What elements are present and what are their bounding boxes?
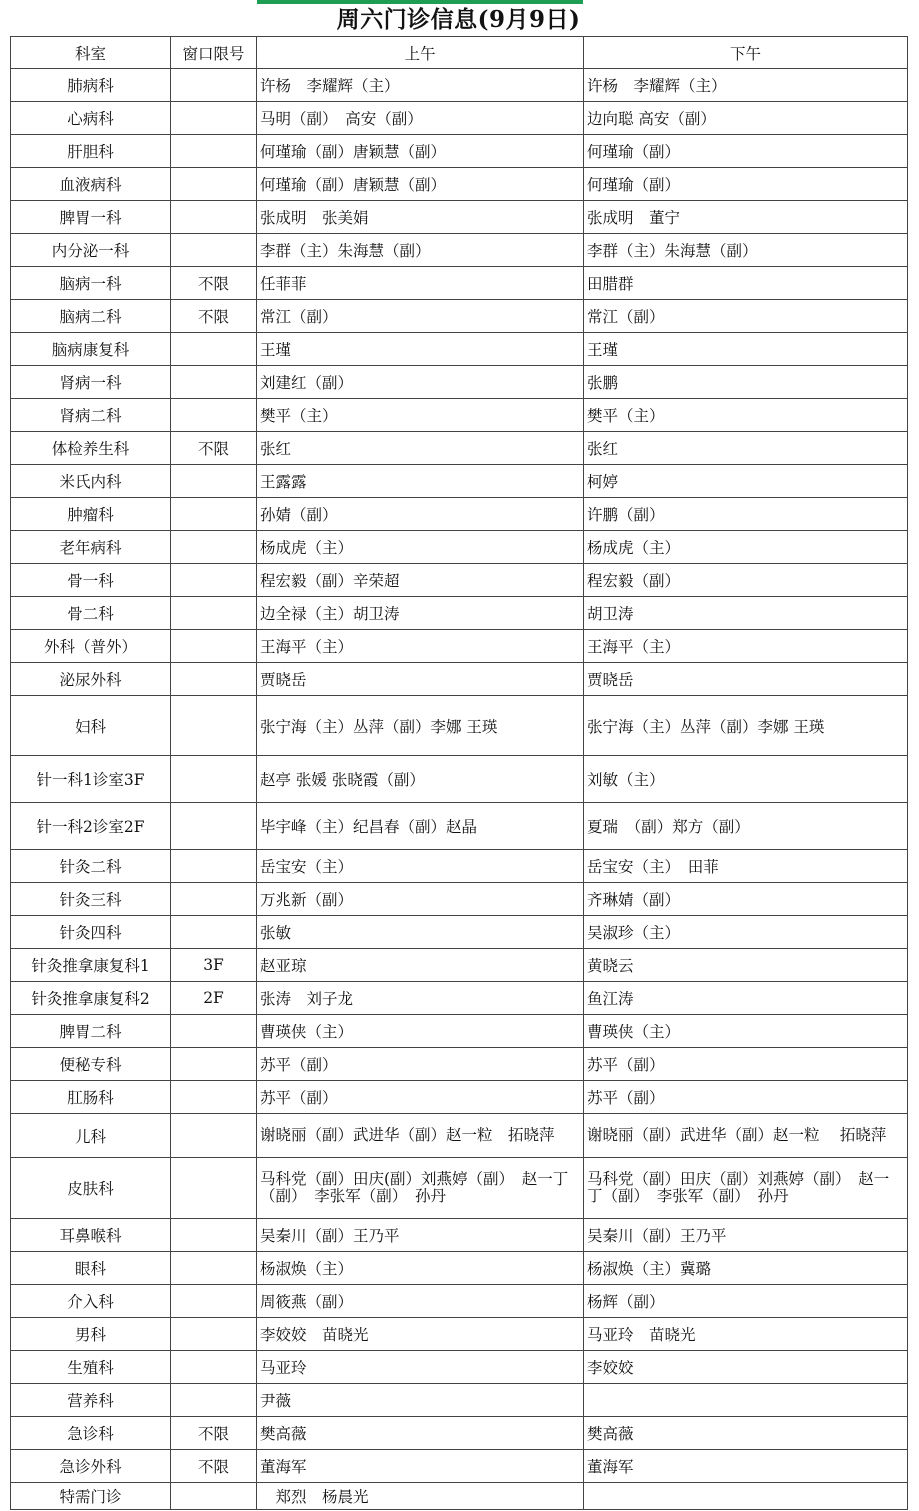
morning-doctors-cell: 马科党（副）田庆(副）刘燕婷（副） 赵一丁（副） 李张军（副） 孙丹 <box>257 1158 584 1219</box>
afternoon-doctors-cell: 王海平（主） <box>584 630 908 663</box>
morning-doctors-cell: 王露露 <box>257 465 584 498</box>
afternoon-doctors-cell: 杨成虎（主） <box>584 531 908 564</box>
dept-cell: 介入科 <box>11 1285 171 1318</box>
dept-cell: 急诊科 <box>11 1417 171 1450</box>
morning-doctors-cell: 孙婧（副） <box>257 498 584 531</box>
table-row <box>11 102 908 135</box>
morning-doctors-cell: 许杨 李耀辉（主） <box>257 69 584 102</box>
window-limit-cell <box>171 333 257 366</box>
dept-cell: 外科（普外） <box>11 630 171 663</box>
dept-cell: 内分泌一科 <box>11 234 171 267</box>
window-limit-cell <box>171 201 257 234</box>
dept-cell: 肺病科 <box>11 69 171 102</box>
window-limit-cell <box>171 803 257 850</box>
dept-cell: 针灸二科 <box>11 850 171 883</box>
table-row <box>11 234 908 267</box>
morning-doctors-cell: 程宏毅（副）辛荣超 <box>257 564 584 597</box>
clinic-schedule-table <box>10 36 908 1510</box>
dept-cell: 生殖科 <box>11 1351 171 1384</box>
table-row <box>11 366 908 399</box>
afternoon-doctors-cell: 李姣姣 <box>584 1351 908 1384</box>
afternoon-doctors-cell: 岳宝安（主） 田菲 <box>584 850 908 883</box>
afternoon-doctors-cell: 苏平（副） <box>584 1081 908 1114</box>
morning-doctors-cell: 曹瑛侠（主） <box>257 1015 584 1048</box>
window-limit-cell <box>171 1351 257 1384</box>
dept-cell: 肝胆科 <box>11 135 171 168</box>
afternoon-doctors-cell: 程宏毅（副） <box>584 564 908 597</box>
window-limit-cell <box>171 597 257 630</box>
dept-cell: 针灸四科 <box>11 916 171 949</box>
table-row <box>11 300 908 333</box>
window-limit-cell <box>171 1081 257 1114</box>
afternoon-doctors-cell: 刘敏（主） <box>584 756 908 803</box>
morning-doctors-cell: 马明（副） 高安（副） <box>257 102 584 135</box>
window-limit-cell <box>171 916 257 949</box>
dept-cell: 便秘专科 <box>11 1048 171 1081</box>
table-row <box>11 168 908 201</box>
afternoon-doctors-cell: 杨辉（副） <box>584 1285 908 1318</box>
dept-cell: 脾胃二科 <box>11 1015 171 1048</box>
table-row <box>11 1114 908 1158</box>
dept-cell: 脑病康复科 <box>11 333 171 366</box>
dept-cell: 针一科2诊室2F <box>11 803 171 850</box>
window-limit-cell: 不限 <box>171 267 257 300</box>
afternoon-doctors-cell: 樊平（主） <box>584 399 908 432</box>
window-limit-cell <box>171 366 257 399</box>
window-limit-cell <box>171 1285 257 1318</box>
morning-doctors-cell: 刘建红（副） <box>257 366 584 399</box>
afternoon-doctors-cell: 马亚玲 苗晓光 <box>584 1318 908 1351</box>
window-limit-cell <box>171 630 257 663</box>
table-row <box>11 1048 908 1081</box>
morning-doctors-cell: 赵亭 张媛 张晓霞（副） <box>257 756 584 803</box>
window-limit-cell <box>171 1219 257 1252</box>
window-limit-cell <box>171 69 257 102</box>
afternoon-doctors-cell: 杨淑焕（主）冀璐 <box>584 1252 908 1285</box>
table-row <box>11 1384 908 1417</box>
morning-doctors-cell: 董海军 <box>257 1450 584 1483</box>
morning-doctors-cell: 张成明 张美娟 <box>257 201 584 234</box>
afternoon-doctors-cell: 吴淑珍（主） <box>584 916 908 949</box>
dept-cell: 脾胃一科 <box>11 201 171 234</box>
morning-doctors-cell: 张红 <box>257 432 584 465</box>
window-limit-cell <box>171 850 257 883</box>
table-row <box>11 531 908 564</box>
window-limit-cell <box>171 756 257 803</box>
morning-doctors-cell: 赵亚琼 <box>257 949 584 982</box>
table-row <box>11 1081 908 1114</box>
table-row <box>11 432 908 465</box>
morning-doctors-cell: 王海平（主） <box>257 630 584 663</box>
table-row <box>11 564 908 597</box>
table-row <box>11 465 908 498</box>
afternoon-doctors-cell: 王瑾 <box>584 333 908 366</box>
window-limit-cell <box>171 1252 257 1285</box>
dept-cell: 老年病科 <box>11 531 171 564</box>
morning-doctors-cell: 樊平（主） <box>257 399 584 432</box>
afternoon-doctors-cell: 张宁海（主）丛萍（副）李娜 王瑛 <box>584 696 908 756</box>
dept-cell: 营养科 <box>11 1384 171 1417</box>
afternoon-doctors-cell: 张红 <box>584 432 908 465</box>
dept-cell: 泌尿外科 <box>11 663 171 696</box>
header-afternoon: 下午 <box>584 37 908 69</box>
afternoon-doctors-cell: 樊高薇 <box>584 1417 908 1450</box>
morning-doctors-cell: 贾晓岳 <box>257 663 584 696</box>
window-limit-cell <box>171 135 257 168</box>
table-row <box>11 1252 908 1285</box>
dept-cell: 皮肤科 <box>11 1158 171 1219</box>
table-row <box>11 69 908 102</box>
morning-doctors-cell: 苏平（副） <box>257 1081 584 1114</box>
dept-cell: 心病科 <box>11 102 171 135</box>
morning-doctors-cell: 任菲菲 <box>257 267 584 300</box>
morning-doctors-cell: 张敏 <box>257 916 584 949</box>
table-row <box>11 1219 908 1252</box>
afternoon-doctors-cell <box>584 1483 908 1510</box>
window-limit-cell <box>171 498 257 531</box>
window-limit-cell: 2F <box>171 982 257 1015</box>
afternoon-doctors-cell: 张鹏 <box>584 366 908 399</box>
header-dept: 科室 <box>11 37 171 69</box>
afternoon-doctors-cell: 张成明 董宁 <box>584 201 908 234</box>
afternoon-doctors-cell: 马科党（副）田庆（副）刘燕婷（副） 赵一丁（副） 李张军（副） 孙丹 <box>584 1158 908 1219</box>
dept-cell: 针灸推拿康复科2 <box>11 982 171 1015</box>
dept-cell: 男科 <box>11 1318 171 1351</box>
afternoon-doctors-cell: 齐琳婧（副） <box>584 883 908 916</box>
morning-doctors-cell: 周筱燕（副） <box>257 1285 584 1318</box>
table-row <box>11 663 908 696</box>
window-limit-cell <box>171 1158 257 1219</box>
window-limit-cell <box>171 663 257 696</box>
table-row <box>11 333 908 366</box>
dept-cell: 骨一科 <box>11 564 171 597</box>
morning-doctors-cell: 苏平（副） <box>257 1048 584 1081</box>
window-limit-cell: 不限 <box>171 300 257 333</box>
morning-doctors-cell: 马亚玲 <box>257 1351 584 1384</box>
afternoon-doctors-cell: 贾晓岳 <box>584 663 908 696</box>
table-row <box>11 1483 908 1510</box>
window-limit-cell <box>171 531 257 564</box>
window-limit-cell <box>171 883 257 916</box>
dept-cell: 针灸推拿康复科1 <box>11 949 171 982</box>
window-limit-cell <box>171 1114 257 1158</box>
morning-doctors-cell: 李姣姣 苗晓光 <box>257 1318 584 1351</box>
table-row <box>11 1318 908 1351</box>
table-row <box>11 597 908 630</box>
table-row <box>11 630 908 663</box>
afternoon-doctors-cell: 鱼江涛 <box>584 982 908 1015</box>
afternoon-doctors-cell: 苏平（副） <box>584 1048 908 1081</box>
table-row <box>11 803 908 850</box>
afternoon-doctors-cell: 柯婷 <box>584 465 908 498</box>
dept-cell: 肛肠科 <box>11 1081 171 1114</box>
afternoon-doctors-cell: 董海军 <box>584 1450 908 1483</box>
window-limit-cell <box>171 1318 257 1351</box>
morning-doctors-cell: 毕宇峰（主）纪昌春（副）赵晶 <box>257 803 584 850</box>
window-limit-cell <box>171 168 257 201</box>
header-window-limit: 窗口限号 <box>171 37 257 69</box>
morning-doctors-cell: 边全禄（主）胡卫涛 <box>257 597 584 630</box>
morning-doctors-cell: 李群（主）朱海慧（副） <box>257 234 584 267</box>
dept-cell: 耳鼻喉科 <box>11 1219 171 1252</box>
window-limit-cell: 不限 <box>171 432 257 465</box>
header-row <box>11 37 908 69</box>
afternoon-doctors-cell: 黄晓云 <box>584 949 908 982</box>
morning-doctors-cell: 杨成虎（主） <box>257 531 584 564</box>
morning-doctors-cell: 吴秦川（副）王乃平 <box>257 1219 584 1252</box>
dept-cell: 米氏内科 <box>11 465 171 498</box>
window-limit-cell: 3F <box>171 949 257 982</box>
header-morning: 上午 <box>257 37 584 69</box>
afternoon-doctors-cell: 许杨 李耀辉（主） <box>584 69 908 102</box>
afternoon-doctors-cell: 何瑾瑜（副） <box>584 168 908 201</box>
morning-doctors-cell: 何瑾瑜（副）唐颖慧（副） <box>257 168 584 201</box>
window-limit-cell: 不限 <box>171 1417 257 1450</box>
window-limit-cell <box>171 465 257 498</box>
table-row <box>11 696 908 756</box>
table-row <box>11 267 908 300</box>
table-row <box>11 498 908 531</box>
afternoon-doctors-cell: 曹瑛侠（主） <box>584 1015 908 1048</box>
afternoon-doctors-cell: 夏瑞 （副）郑方（副） <box>584 803 908 850</box>
table-row <box>11 1351 908 1384</box>
dept-cell: 针灸三科 <box>11 883 171 916</box>
afternoon-doctors-cell <box>584 1384 908 1417</box>
afternoon-doctors-cell: 吴秦川（副）王乃平 <box>584 1219 908 1252</box>
dept-cell: 妇科 <box>11 696 171 756</box>
table-row <box>11 916 908 949</box>
dept-cell: 血液病科 <box>11 168 171 201</box>
table-row <box>11 1158 908 1219</box>
afternoon-doctors-cell: 谢晓丽（副）武进华（副）赵一粒 拓晓萍 <box>584 1114 908 1158</box>
morning-doctors-cell: 常江（副） <box>257 300 584 333</box>
afternoon-doctors-cell: 常江（副） <box>584 300 908 333</box>
dept-cell: 脑病二科 <box>11 300 171 333</box>
window-limit-cell <box>171 102 257 135</box>
window-limit-cell <box>171 399 257 432</box>
morning-doctors-cell: 万兆新（副） <box>257 883 584 916</box>
afternoon-doctors-cell: 何瑾瑜（副） <box>584 135 908 168</box>
dept-cell: 体检养生科 <box>11 432 171 465</box>
dept-cell: 针一科1诊室3F <box>11 756 171 803</box>
dept-cell: 脑病一科 <box>11 267 171 300</box>
page-title: 周六门诊信息(9月9日) <box>336 6 581 33</box>
dept-cell: 特需门诊 <box>11 1483 171 1510</box>
dept-cell: 肾病二科 <box>11 399 171 432</box>
window-limit-cell <box>171 1384 257 1417</box>
morning-doctors-cell: 张宁海（主）丛萍（副）李娜 王瑛 <box>257 696 584 756</box>
afternoon-doctors-cell: 许鹏（副） <box>584 498 908 531</box>
morning-doctors-cell: 岳宝安（主） <box>257 850 584 883</box>
morning-doctors-cell: 谢晓丽（副）武进华（副）赵一粒 拓晓萍 <box>257 1114 584 1158</box>
window-limit-cell <box>171 1048 257 1081</box>
window-limit-cell <box>171 696 257 756</box>
afternoon-doctors-cell: 田腊群 <box>584 267 908 300</box>
afternoon-doctors-cell: 李群（主）朱海慧（副） <box>584 234 908 267</box>
window-limit-cell: 不限 <box>171 1450 257 1483</box>
table-row <box>11 135 908 168</box>
dept-cell: 肿瘤科 <box>11 498 171 531</box>
dept-cell: 眼科 <box>11 1252 171 1285</box>
table-row <box>11 201 908 234</box>
morning-doctors-cell: 何瑾瑜（副）唐颖慧（副） <box>257 135 584 168</box>
afternoon-doctors-cell: 边向聪 高安（副） <box>584 102 908 135</box>
dept-cell: 骨二科 <box>11 597 171 630</box>
window-limit-cell <box>171 564 257 597</box>
table-row <box>11 949 908 982</box>
table-row <box>11 1285 908 1318</box>
morning-doctors-cell: 王瑾 <box>257 333 584 366</box>
morning-doctors-cell: 郑烈 杨晨光 <box>257 1483 584 1510</box>
dept-cell: 儿科 <box>11 1114 171 1158</box>
table-row <box>11 1450 908 1483</box>
afternoon-doctors-cell: 胡卫涛 <box>584 597 908 630</box>
window-limit-cell <box>171 1015 257 1048</box>
window-limit-cell <box>171 1483 257 1510</box>
table-row <box>11 1015 908 1048</box>
table-row <box>11 1417 908 1450</box>
morning-doctors-cell: 尹薇 <box>257 1384 584 1417</box>
dept-cell: 肾病一科 <box>11 366 171 399</box>
window-limit-cell <box>171 234 257 267</box>
dept-cell: 急诊外科 <box>11 1450 171 1483</box>
morning-doctors-cell: 杨淑焕（主） <box>257 1252 584 1285</box>
table-row <box>11 883 908 916</box>
morning-doctors-cell: 张涛 刘子龙 <box>257 982 584 1015</box>
table-row <box>11 756 908 803</box>
table-row <box>11 850 908 883</box>
morning-doctors-cell: 樊高薇 <box>257 1417 584 1450</box>
table-row <box>11 399 908 432</box>
table-row <box>11 982 908 1015</box>
